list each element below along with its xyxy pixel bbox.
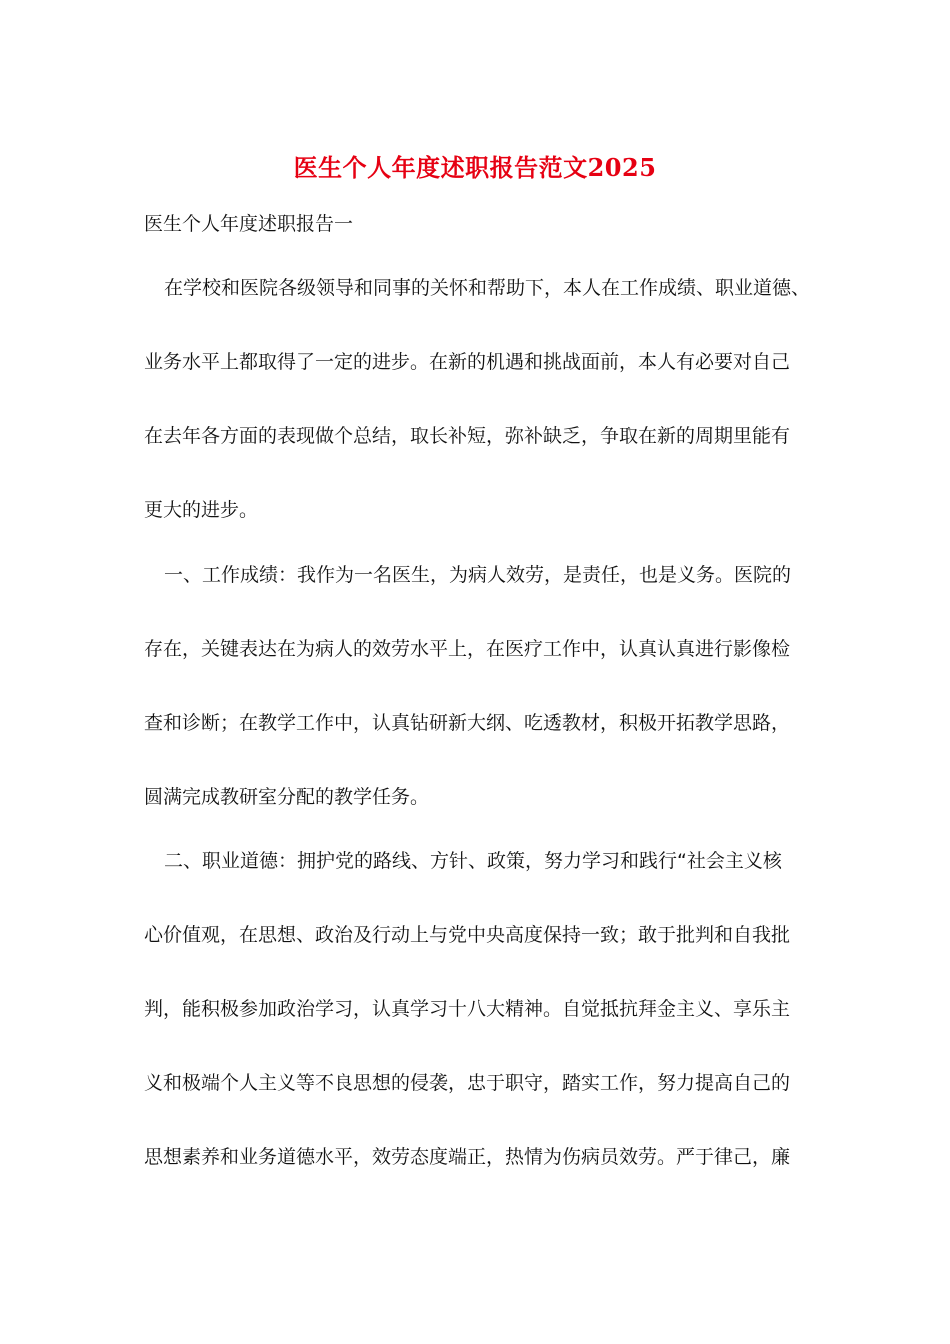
body-line-9: 二、职业道德：拥护党的路线、方针、政策，努力学习和践行“社会主义核	[164, 850, 782, 872]
body-line-10: 心价值观，在思想、政治及行动上与党中央高度保持一致；敢于批判和自我批	[144, 924, 791, 946]
document-title: 医生个人年度述职报告范文2025	[293, 153, 657, 182]
body-line-3: 在去年各方面的表现做个总结，取长补短，弥补缺乏，争取在新的周期里能有	[144, 425, 791, 447]
body-line-11: 判，能积极参加政治学习，认真学习十八大精神。自觉抵抗拜金主义、享乐主	[144, 998, 791, 1020]
body-line-6: 存在，关键表达在为病人的效劳水平上，在医疗工作中，认真认真进行影像检	[144, 638, 791, 660]
body-line-5: 一、工作成绩：我作为一名医生，为病人效劳，是责任，也是义务。医院的	[164, 564, 792, 586]
body-line-4: 更大的进步。	[144, 499, 259, 521]
document-subtitle: 医生个人年度述职报告一	[144, 213, 354, 235]
body-line-13: 思想素养和业务道德水平，效劳态度端正，热情为伤病员效劳。严于律己，廉	[144, 1146, 791, 1168]
body-line-7: 查和诊断；在教学工作中，认真钻研新大纲、吃透教材，积极开拓教学思路，	[144, 712, 791, 734]
body-line-2: 业务水平上都取得了一定的进步。在新的机遇和挑战面前，本人有必要对自己	[144, 351, 791, 373]
body-line-1: 在学校和医院各级领导和同事的关怀和帮助下，本人在工作成绩、职业道德、	[164, 277, 811, 299]
body-line-8: 圆满完成教研室分配的教学任务。	[144, 786, 430, 808]
body-line-12: 义和极端个人主义等不良思想的侵袭，忠于职守，踏实工作，努力提高自己的	[144, 1072, 791, 1094]
